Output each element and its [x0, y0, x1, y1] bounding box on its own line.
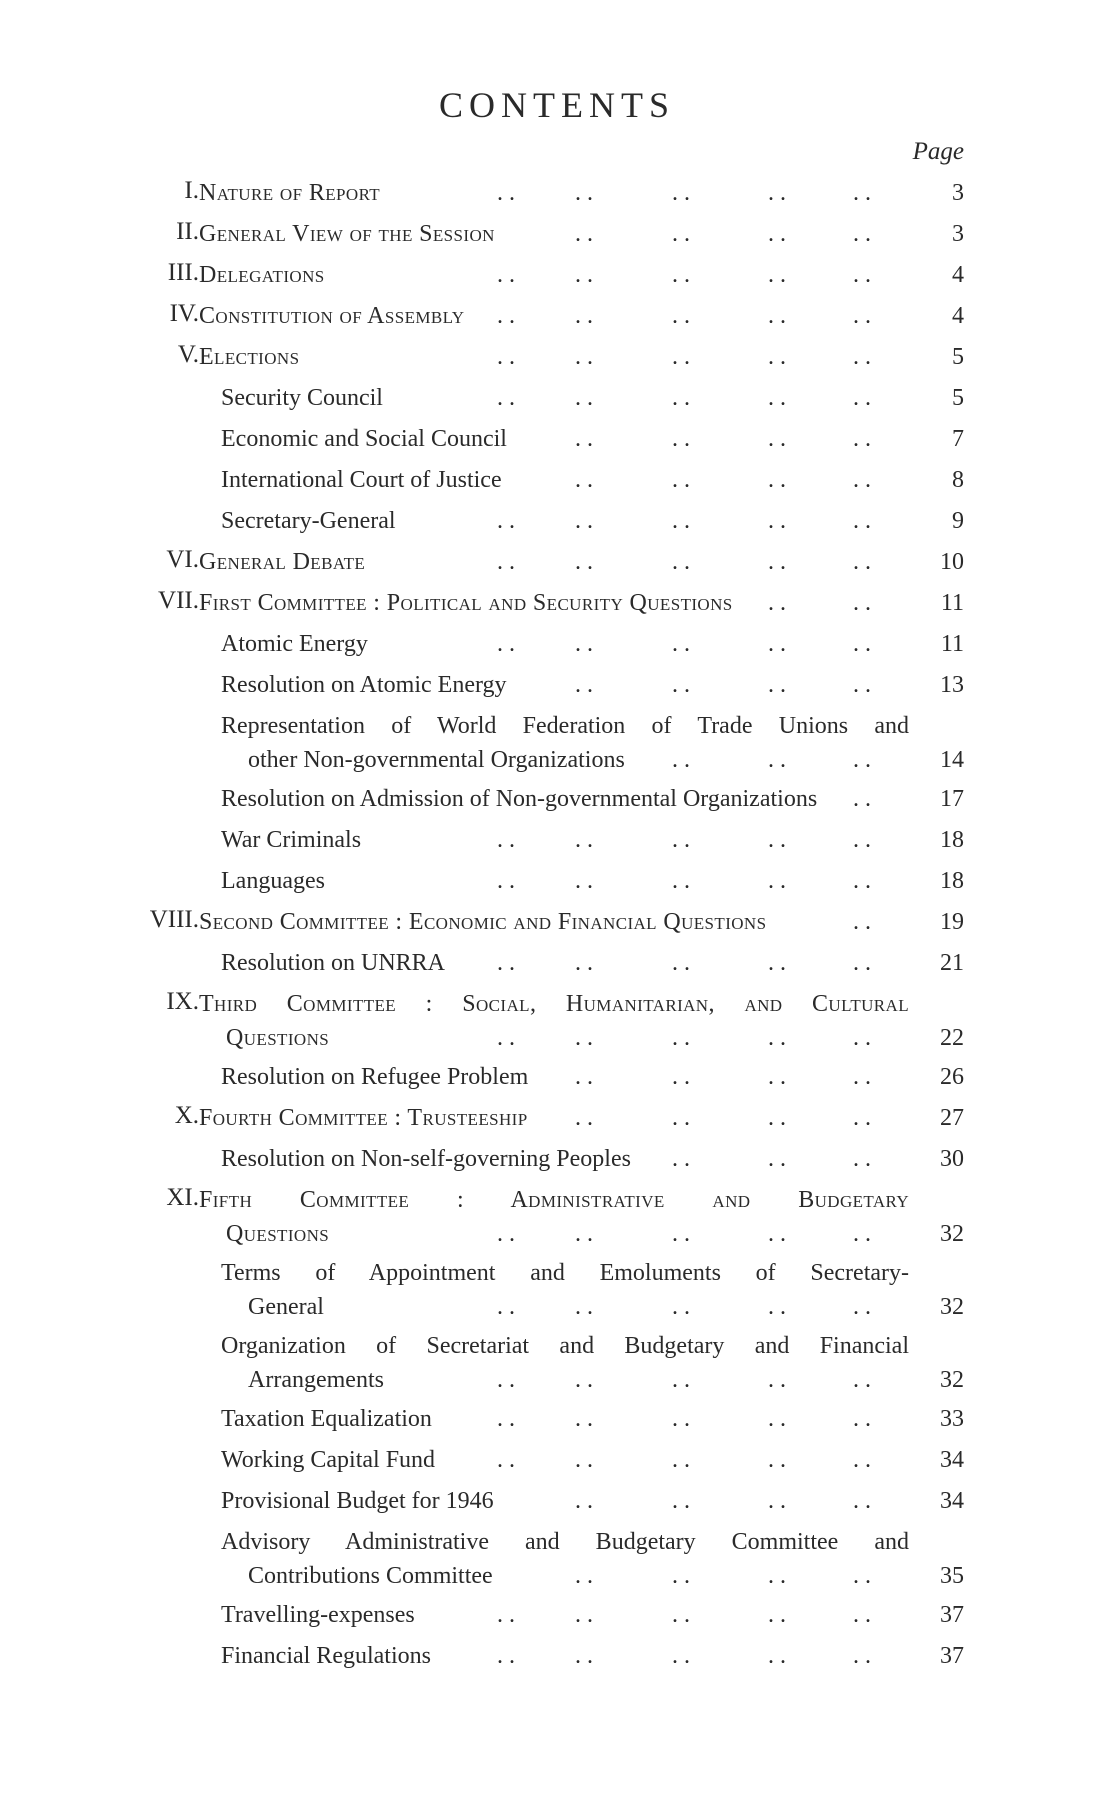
page-number: 34	[940, 1488, 964, 1514]
entry-title: Provisional Budget for 1946	[221, 1488, 494, 1514]
table-of-contents	[0, 175, 1114, 1679]
leader-dots: . .	[768, 1221, 786, 1247]
leader-dots: . .	[497, 1294, 515, 1320]
page-number: 21	[940, 950, 964, 976]
entry-title-continued: General	[248, 1294, 324, 1320]
leader-dots: . .	[768, 467, 786, 493]
toc-entry	[0, 1255, 1114, 1328]
toc-entry	[0, 708, 1114, 781]
leader-dots: . .	[575, 950, 593, 976]
leader-dots: . .	[768, 549, 786, 575]
page-number: 11	[940, 631, 964, 657]
toc-entry	[0, 257, 1114, 298]
leader-dots: . .	[853, 1064, 871, 1090]
toc-entry	[0, 1100, 1114, 1141]
entry-title: Fourth Committee : Trusteeship	[199, 1105, 528, 1131]
leader-dots: . .	[853, 426, 871, 452]
leader-dots: . .	[497, 344, 515, 370]
leader-dots: . .	[575, 1221, 593, 1247]
page-number: 18	[940, 827, 964, 853]
leader-dots: . .	[672, 672, 690, 698]
toc-entry	[0, 1182, 1114, 1255]
leader-dots: . .	[672, 467, 690, 493]
page-number: 18	[940, 868, 964, 894]
leader-dots: . .	[575, 1294, 593, 1320]
entry-title: Travelling-expenses	[221, 1602, 415, 1628]
entry-title: War Criminals	[221, 827, 362, 853]
entry-title: Delegations	[199, 262, 325, 288]
leader-dots: . .	[853, 303, 871, 329]
page-number: 3	[952, 221, 964, 247]
toc-entry	[0, 945, 1114, 986]
leader-dots: . .	[853, 827, 871, 853]
leader-dots: . .	[672, 631, 690, 657]
toc-entry	[0, 863, 1114, 904]
leader-dots: . .	[768, 303, 786, 329]
leader-dots: . .	[768, 747, 786, 773]
leader-dots: . .	[497, 827, 515, 853]
leader-dots: . .	[672, 426, 690, 452]
leader-dots: . .	[768, 1025, 786, 1051]
toc-entry	[0, 585, 1114, 626]
page-number: 4	[952, 262, 964, 288]
page-number: 7	[952, 426, 964, 452]
page-number: 30	[940, 1146, 964, 1172]
leader-dots: . .	[853, 868, 871, 894]
section-number: VI.	[166, 546, 199, 573]
leader-dots: . .	[672, 1488, 690, 1514]
page-number: 32	[940, 1294, 964, 1320]
leader-dots: . .	[672, 303, 690, 329]
leader-dots: . .	[497, 303, 515, 329]
leader-dots: . .	[672, 1563, 690, 1589]
leader-dots: . .	[853, 1488, 871, 1514]
entry-title: Economic and Social Council	[221, 426, 507, 452]
leader-dots: . .	[672, 1294, 690, 1320]
entry-title: Nature of Report	[199, 180, 381, 206]
entry-title: Third Committee : Social, Humanitarian, and Cultural	[199, 991, 909, 1017]
toc-entry	[0, 1328, 1114, 1401]
entry-title: General Debate	[199, 549, 366, 575]
leader-dots: . .	[672, 950, 690, 976]
section-number: XI.	[166, 1184, 199, 1211]
leader-dots: . .	[768, 1488, 786, 1514]
leader-dots: . .	[575, 262, 593, 288]
leader-dots: . .	[497, 631, 515, 657]
leader-dots: . .	[497, 868, 515, 894]
toc-entry	[0, 1483, 1114, 1524]
leader-dots: . .	[672, 1602, 690, 1628]
leader-dots: . .	[853, 1294, 871, 1320]
page-number: 27	[940, 1105, 964, 1131]
leader-dots: . .	[497, 262, 515, 288]
leader-dots: . .	[768, 827, 786, 853]
entry-title: Elections	[199, 344, 300, 370]
page-number: 13	[940, 672, 964, 698]
leader-dots: . .	[853, 1146, 871, 1172]
toc-entry	[0, 1638, 1114, 1679]
page-number: 26	[940, 1064, 964, 1090]
leader-dots: . .	[575, 1105, 593, 1131]
entry-title: Constitution of Assembly	[199, 303, 465, 329]
leader-dots: . .	[575, 344, 593, 370]
page-number: 33	[940, 1406, 964, 1432]
entry-title: Resolution on Non-self-governing Peoples	[221, 1146, 631, 1172]
leader-dots: . .	[497, 180, 515, 206]
leader-dots: . .	[768, 508, 786, 534]
entry-title-continued: Contributions Committee	[248, 1563, 493, 1589]
toc-entry	[0, 1059, 1114, 1100]
leader-dots: . .	[853, 950, 871, 976]
leader-dots: . .	[575, 631, 593, 657]
leader-dots: . .	[575, 672, 593, 698]
leader-dots: . .	[768, 590, 786, 616]
leader-dots: . .	[672, 221, 690, 247]
toc-entry	[0, 298, 1114, 339]
entry-title: Fifth Committee : Administrative and Budgetary	[199, 1187, 909, 1213]
leader-dots: . .	[768, 1602, 786, 1628]
leader-dots: . .	[853, 747, 871, 773]
page-number: 8	[952, 467, 964, 493]
leader-dots: . .	[853, 1563, 871, 1589]
leader-dots: . .	[672, 1406, 690, 1432]
leader-dots: . .	[672, 1064, 690, 1090]
leader-dots: . .	[853, 1105, 871, 1131]
leader-dots: . .	[575, 1025, 593, 1051]
leader-dots: . .	[853, 385, 871, 411]
leader-dots: . .	[575, 385, 593, 411]
section-number: IX.	[166, 988, 199, 1015]
toc-entry	[0, 626, 1114, 667]
toc-entry	[0, 421, 1114, 462]
leader-dots: . .	[768, 426, 786, 452]
entry-title: Security Council	[221, 385, 383, 411]
leader-dots: . .	[768, 1406, 786, 1432]
leader-dots: . .	[672, 1367, 690, 1393]
toc-entry	[0, 986, 1114, 1059]
leader-dots: . .	[853, 508, 871, 534]
leader-dots: . .	[672, 1105, 690, 1131]
entry-title: Secretary-General	[221, 508, 396, 534]
leader-dots: . .	[497, 1367, 515, 1393]
entry-title-continued: Questions	[226, 1025, 330, 1051]
entry-title-continued: Questions	[226, 1221, 330, 1247]
toc-entry	[0, 216, 1114, 257]
entry-title: Resolution on Refugee Problem	[221, 1064, 529, 1090]
leader-dots: . .	[497, 1643, 515, 1669]
page-number: 5	[952, 344, 964, 370]
entry-title: Taxation Equalization	[221, 1406, 432, 1432]
leader-dots: . .	[853, 590, 871, 616]
entry-title: Organization of Secretariat and Budgetary and Financial	[221, 1333, 909, 1359]
toc-entry	[0, 462, 1114, 503]
page-number: 4	[952, 303, 964, 329]
leader-dots: . .	[768, 1064, 786, 1090]
leader-dots: . .	[672, 180, 690, 206]
toc-entry	[0, 1401, 1114, 1442]
leader-dots: . .	[575, 1602, 593, 1628]
leader-dots: . .	[497, 1406, 515, 1432]
leader-dots: . .	[575, 1488, 593, 1514]
entry-title: Terms of Appointment and Emoluments of Secretary-	[221, 1260, 909, 1286]
leader-dots: . .	[768, 262, 786, 288]
page-number: 37	[940, 1602, 964, 1628]
leader-dots: . .	[768, 1367, 786, 1393]
leader-dots: . .	[575, 467, 593, 493]
toc-entry	[0, 781, 1114, 822]
section-number: X.	[174, 1102, 199, 1129]
page-title: CONTENTS	[439, 85, 675, 125]
leader-dots: . .	[672, 1146, 690, 1172]
toc-entry	[0, 339, 1114, 380]
leader-dots: . .	[575, 1447, 593, 1473]
leader-dots: . .	[853, 631, 871, 657]
page-number: 11	[940, 590, 964, 616]
page-number: 32	[940, 1221, 964, 1247]
leader-dots: . .	[853, 909, 871, 935]
leader-dots: . .	[672, 1643, 690, 1669]
leader-dots: . .	[768, 672, 786, 698]
leader-dots: . .	[672, 262, 690, 288]
leader-dots: . .	[768, 1563, 786, 1589]
page-number: 14	[940, 747, 964, 773]
leader-dots: . .	[768, 1643, 786, 1669]
leader-dots: . .	[575, 1643, 593, 1669]
leader-dots: . .	[497, 1025, 515, 1051]
leader-dots: . .	[768, 221, 786, 247]
leader-dots: . .	[497, 1447, 515, 1473]
leader-dots: . .	[768, 344, 786, 370]
leader-dots: . .	[575, 508, 593, 534]
leader-dots: . .	[853, 549, 871, 575]
leader-dots: . .	[853, 1602, 871, 1628]
leader-dots: . .	[768, 1294, 786, 1320]
leader-dots: . .	[768, 385, 786, 411]
leader-dots: . .	[575, 426, 593, 452]
entry-title-continued: Arrangements	[248, 1367, 384, 1393]
entry-title: General View of the Session	[199, 221, 495, 247]
leader-dots: . .	[575, 1406, 593, 1432]
leader-dots: . .	[853, 672, 871, 698]
leader-dots: . .	[672, 508, 690, 534]
page-number: 37	[940, 1643, 964, 1669]
leader-dots: . .	[672, 1025, 690, 1051]
leader-dots: . .	[497, 950, 515, 976]
leader-dots: . .	[672, 549, 690, 575]
leader-dots: . .	[768, 1146, 786, 1172]
toc-entry	[0, 1442, 1114, 1483]
toc-entry	[0, 175, 1114, 216]
leader-dots: . .	[853, 262, 871, 288]
toc-entry	[0, 544, 1114, 585]
section-number: II.	[176, 218, 199, 245]
section-number: III.	[167, 259, 199, 286]
leader-dots: . .	[497, 385, 515, 411]
section-number: IV.	[169, 300, 199, 327]
leader-dots: . .	[768, 1105, 786, 1131]
leader-dots: . .	[497, 1221, 515, 1247]
leader-dots: . .	[575, 868, 593, 894]
leader-dots: . .	[768, 1447, 786, 1473]
page-number: 22	[940, 1025, 964, 1051]
toc-entry	[0, 667, 1114, 708]
leader-dots: . .	[497, 549, 515, 575]
leader-dots: . .	[497, 1602, 515, 1628]
entry-title: International Court of Justice	[221, 467, 502, 493]
entry-title: Advisory Administrative and Budgetary Committee and	[221, 1529, 909, 1555]
page-number: 10	[940, 549, 964, 575]
leader-dots: . .	[768, 631, 786, 657]
leader-dots: . .	[575, 1563, 593, 1589]
leader-dots: . .	[575, 180, 593, 206]
leader-dots: . .	[853, 1367, 871, 1393]
leader-dots: . .	[853, 1643, 871, 1669]
section-number: VII.	[158, 587, 199, 614]
entry-title: Resolution on Admission of Non-governmental Organizations	[221, 786, 818, 812]
leader-dots: . .	[672, 344, 690, 370]
leader-dots: . .	[768, 950, 786, 976]
entry-title: First Committee : Political and Security Questions	[199, 590, 733, 616]
page-number: 35	[940, 1563, 964, 1589]
entry-title: Resolution on UNRRA	[221, 950, 446, 976]
toc-entry	[0, 503, 1114, 544]
toc-entry	[0, 1524, 1114, 1597]
leader-dots: . .	[575, 1064, 593, 1090]
leader-dots: . .	[853, 467, 871, 493]
leader-dots: . .	[768, 180, 786, 206]
section-number: VIII.	[149, 906, 199, 933]
entry-title-continued: other Non-governmental Organizations	[248, 747, 625, 773]
section-number: I.	[184, 177, 199, 204]
leader-dots: . .	[853, 1025, 871, 1051]
toc-entry	[0, 1597, 1114, 1638]
leader-dots: . .	[853, 221, 871, 247]
leader-dots: . .	[672, 1447, 690, 1473]
entry-title: Resolution on Atomic Energy	[221, 672, 507, 698]
section-number: V.	[177, 341, 199, 368]
entry-title: Languages	[221, 868, 325, 894]
leader-dots: . .	[853, 180, 871, 206]
leader-dots: . .	[853, 1406, 871, 1432]
entry-title: Second Committee : Economic and Financial Questions	[199, 909, 767, 935]
page-column-header: Page	[912, 138, 964, 165]
leader-dots: . .	[853, 344, 871, 370]
leader-dots: . .	[672, 868, 690, 894]
leader-dots: . .	[575, 1367, 593, 1393]
leader-dots: . .	[575, 303, 593, 329]
leader-dots: . .	[672, 827, 690, 853]
toc-entry	[0, 904, 1114, 945]
entry-title: Atomic Energy	[221, 631, 368, 657]
toc-entry	[0, 822, 1114, 863]
leader-dots: . .	[575, 827, 593, 853]
entry-title: Working Capital Fund	[221, 1447, 436, 1473]
page-number: 3	[952, 180, 964, 206]
page-number: 19	[940, 909, 964, 935]
page-number: 9	[952, 508, 964, 534]
leader-dots: . .	[575, 221, 593, 247]
leader-dots: . .	[575, 549, 593, 575]
leader-dots: . .	[853, 786, 871, 812]
page-number: 32	[940, 1367, 964, 1393]
leader-dots: . .	[853, 1447, 871, 1473]
entry-title: Representation of World Federation of Trade Unions and	[221, 713, 909, 739]
leader-dots: . .	[768, 868, 786, 894]
leader-dots: . .	[497, 508, 515, 534]
leader-dots: . .	[672, 747, 690, 773]
toc-entry	[0, 1141, 1114, 1182]
leader-dots: . .	[672, 1221, 690, 1247]
leader-dots: . .	[672, 385, 690, 411]
page-number: 5	[952, 385, 964, 411]
toc-entry	[0, 380, 1114, 421]
entry-title: Financial Regulations	[221, 1643, 431, 1669]
page-number: 34	[940, 1447, 964, 1473]
page-number: 17	[940, 786, 964, 812]
leader-dots: . .	[853, 1221, 871, 1247]
